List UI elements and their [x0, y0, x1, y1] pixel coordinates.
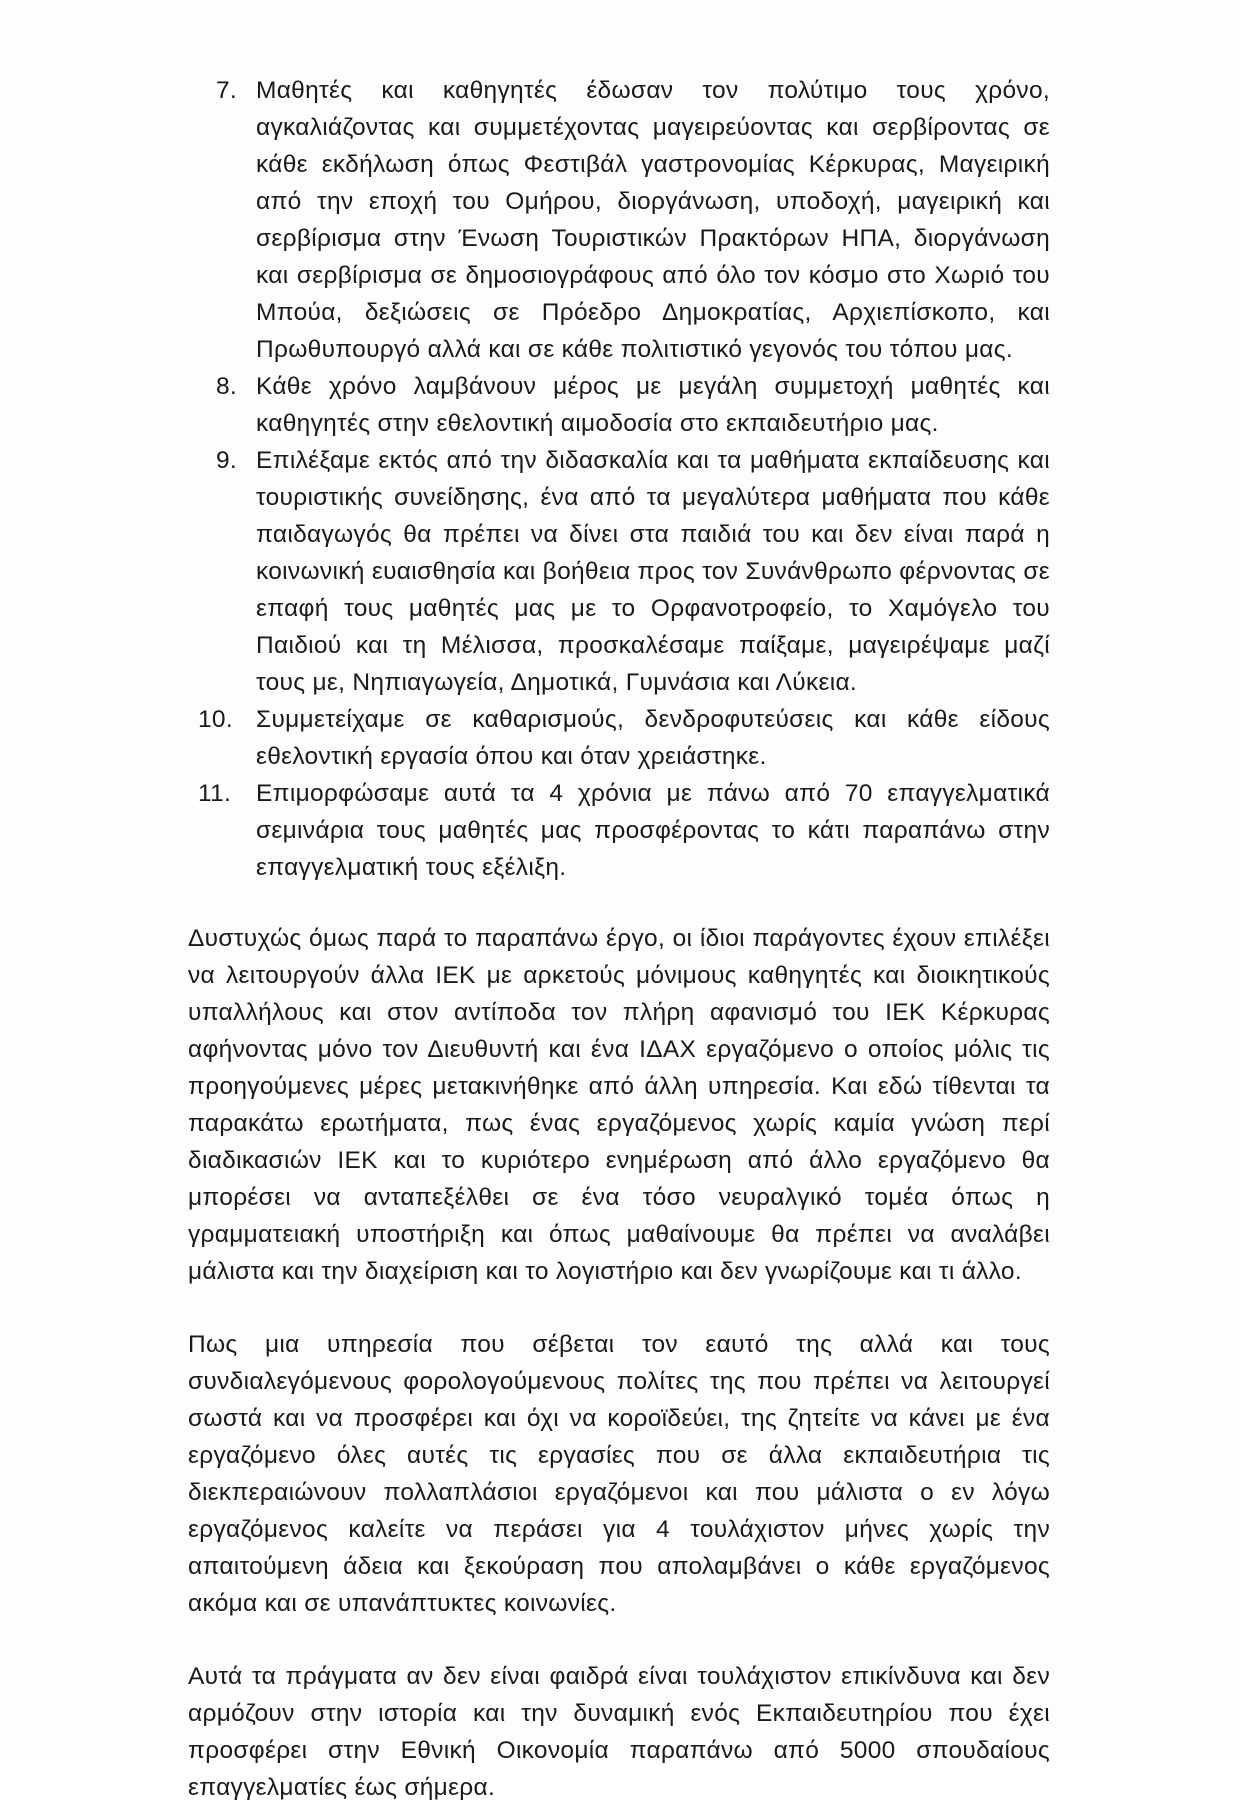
numbered-list	[188, 72, 1050, 886]
list-item-10	[188, 701, 1050, 775]
list-item-text: Μαθητές και καθηγητές έδωσαν τον πολύτιμο τους χρόνο, αγκαλιάζοντας και συμμετέχοντας μαγειρεύοντας και σερβίροντας σε κάθε εκδήλωση όπως Φεστιβάλ γαστρονομίας Κέρκυρας, Μαγειρική από την εποχή του Ομήρου, διοργάνωση, υποδοχή, μαγειρική και σερβίρισμα στην Ένωση Τουριστικών Πρακτόρων ΗΠΑ, διοργάνωση και σερβίρισμα σε δημοσιογράφους από όλο τον κόσμο στο Χωριό του Μπούα, δεξιώσεις σε Πρόεδρο Δημοκρατίας, Αρχιεπίσκοπο, και Πρωθυπουργό αλλά και σε κάθε πολιτιστικό γεγονός του τόπου μας.	[256, 77, 1050, 363]
document-body	[188, 72, 1050, 1806]
paragraph-3: Αυτά τα πράγματα αν δεν είναι φαιδρά είναι τουλάχιστον επικίνδυνα και δεν αρμόζουν στην ιστορία και την δυναμική ενός Εκπαιδευτηρίου που έχει προσφέρει στην Εθνική Οικονομία παραπάνω από 5000 σπουδαίους επαγγελματίες έως σήμερα.	[188, 1663, 1050, 1801]
list-item-8	[188, 368, 1050, 442]
list-item-7	[188, 72, 1050, 368]
list-item-text: Επιμορφώσαμε αυτά τα 4 χρόνια με πάνω από 70 επαγγελματικά σεμινάρια τους μαθητές μας προσφέροντας το κάτι παραπάνω στην επαγγελματική τους εξέλιξη.	[256, 780, 1050, 881]
list-number: 10.	[198, 706, 233, 733]
list-item-text: Συμμετείχαμε σε καθαρισμούς, δενδροφυτεύσεις και κάθε είδους εθελοντική εργασία όπου και όταν χρειάστηκε.	[256, 706, 1050, 770]
paragraph-2: Πως μια υπηρεσία που σέβεται τον εαυτό της αλλά και τους συνδιαλεγόμενους φορολογούμενους πολίτες της που πρέπει να λειτουργεί σωστά και να προσφέρει και όχι να κοροϊδεύει, της ζητείτε να κάνει με ένα εργαζόμενο όλες αυτές τις εργασίες που σε άλλα εκπαιδευτήρια τις διεκπεραιώνουν πολλαπλάσιοι εργαζόμενοι και που μάλιστα ο εν λόγω εργαζόμενος καλείτε να περάσει για 4 τουλάχιστον μήνες χωρίς την απαιτούμενη άδεια και ξεκούραση που απολαμβάνει ο κάθε εργαζόμενος ακόμα και σε υπανάπτυκτες κοινωνίες.	[188, 1331, 1050, 1617]
list-item-9	[188, 442, 1050, 701]
spacer	[188, 1290, 1050, 1326]
list-number: 9.	[216, 447, 238, 474]
list-item-11	[188, 775, 1050, 886]
list-item-text: Επιλέξαμε εκτός από την διδασκαλία και τα μαθήματα εκπαίδευσης και τουριστικής συνείδησης, ένα από τα μεγαλύτερα μαθήματα που κάθε παιδαγωγός θα πρέπει να δίνει στα παιδιά του και δεν είναι παρά η κοινωνική ευαισθησία και βοήθεια προς τον Συνάνθρωπο φέρνοντας σε επαφή τους μαθητές μας με το Ορφανοτροφείο, το Χαμόγελο του Παιδιού και τη Μέλισσα, προσκαλέσαμε παίξαμε, μαγειρέψαμε μαζί τους με, Νηπιαγωγεία, Δημοτικά, Γυμνάσια και Λύκεια.	[256, 447, 1050, 696]
spacer	[188, 886, 1050, 920]
list-number: 11.	[198, 780, 232, 807]
list-number: 7.	[216, 77, 238, 104]
paragraph-1: Δυστυχώς όμως παρά το παραπάνω έργο, οι ίδιοι παράγοντες έχουν επιλέξει να λειτουργούν άλλα ΙΕΚ με αρκετούς μόνιμους καθηγητές και διοικητικούς υπαλλήλους και στον αντίποδα τον πλήρη αφανισμό του ΙΕΚ Κέρκυρας αφήνοντας μόνο τον Διευθυντή και ένα ΙΔΑΧ εργαζόμενο ο οποίος μόλις τις προηγούμενες μέρες μετακινήθηκε από άλλη υπηρεσία. Και εδώ τίθενται τα παρακάτω ερωτήματα, πως ένας εργαζόμενος χωρίς καμία γνώση περί διαδικασιών ΙΕΚ και το κυριότερο ενημέρωση από άλλο εργαζόμενο θα μπορέσει να ανταπεξέλθει σε ένα τόσο νευραλγικό τομέα όπως η γραμματειακή υποστήριξη και όπως μαθαίνουμε θα πρέπει να αναλάβει μάλιστα και την διαχείριση και το λογιστήριο και δεν γνωρίζουμε και τι άλλο.	[188, 925, 1050, 1285]
list-number: 8.	[216, 373, 238, 400]
list-item-text: Κάθε χρόνο λαμβάνουν μέρος με μεγάλη συμμετοχή μαθητές και καθηγητές στην εθελοντική αιμοδοσία στο εκπαιδευτήριο μας.	[256, 373, 1050, 437]
spacer	[188, 1622, 1050, 1658]
